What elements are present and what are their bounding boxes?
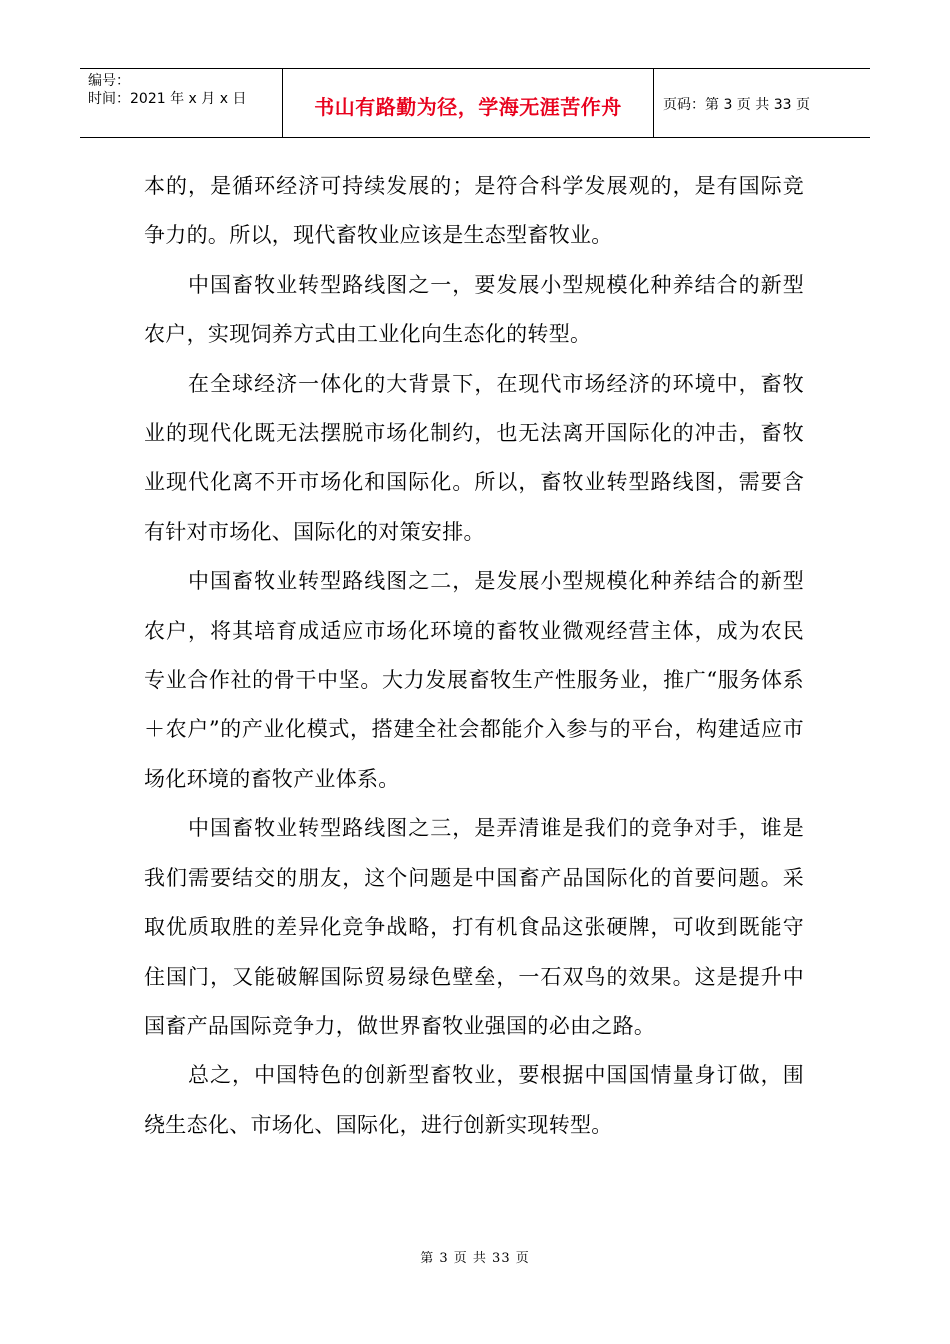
footer-page-number: 第 3 页 共 33 页 [420, 1251, 530, 1266]
page-header [80, 68, 870, 138]
header-page-cell [654, 69, 870, 137]
paragraph: 总之，中国特色的创新型畜牧业，要根据中国国情量身订做，围绕生态化、市场化、国际化，进行创新实现转型。 [144, 1063, 804, 1137]
time-label: 时间：2021 年 x 月 x 日 [88, 91, 247, 107]
paragraph: 本的，是循环经济可持续发展的；是符合科学发展观的，是有国际竞争力的。所以，现代畜牧业应该是生态型畜牧业。 [144, 174, 804, 248]
page-info: 页码：第 3 页 共 33 页 [663, 97, 810, 113]
paragraph: 在全球经济一体化的大背景下，在现代市场经济的环境中，畜牧业的现代化既无法摆脱市场化制约，也无法离开国际化的冲击，畜牧业现代化离不开市场化和国际化。所以，畜牧业转型路线图，需要含有针对市场化、国际化的对策安排。 [144, 371, 804, 544]
header-meta-cell [80, 69, 283, 137]
body-text [144, 162, 804, 1150]
motto-text: 书山有路勤为径，学海无涯苦作舟 [314, 94, 622, 119]
paragraph: 中国畜牧业转型路线图之一，要发展小型规模化种养结合的新型农户，实现饲养方式由工业化向生态化的转型。 [144, 272, 804, 347]
page-footer [0, 1247, 950, 1266]
paragraph: 中国畜牧业转型路线图之三，是弄清谁是我们的竞争对手，谁是我们需要结交的朋友，这个问题是中国畜产品国际化的首要问题。采取优质取胜的差异化竞争战略，打有机食品这张硬牌，可收到既能守住国门，又能破解国际贸易绿色壁垒，一石双鸟的效果。这是提升中国畜产品国际竞争力，做世界畜牧业强国的必由之路。 [144, 816, 804, 1038]
paragraph: 中国畜牧业转型路线图之二，是发展小型规模化种养结合的新型农户，将其培育成适应市场化环境的畜牧业微观经营主体，成为农民专业合作社的骨干中坚。大力发展畜牧生产性服务业，推广“服务体系＋农户”的产业化模式，搭建全社会都能介入参与的平台，构建适应市场化环境的畜牧产业体系。 [144, 569, 804, 791]
header-motto-cell [283, 69, 654, 137]
number-label: 编号： [88, 73, 130, 89]
